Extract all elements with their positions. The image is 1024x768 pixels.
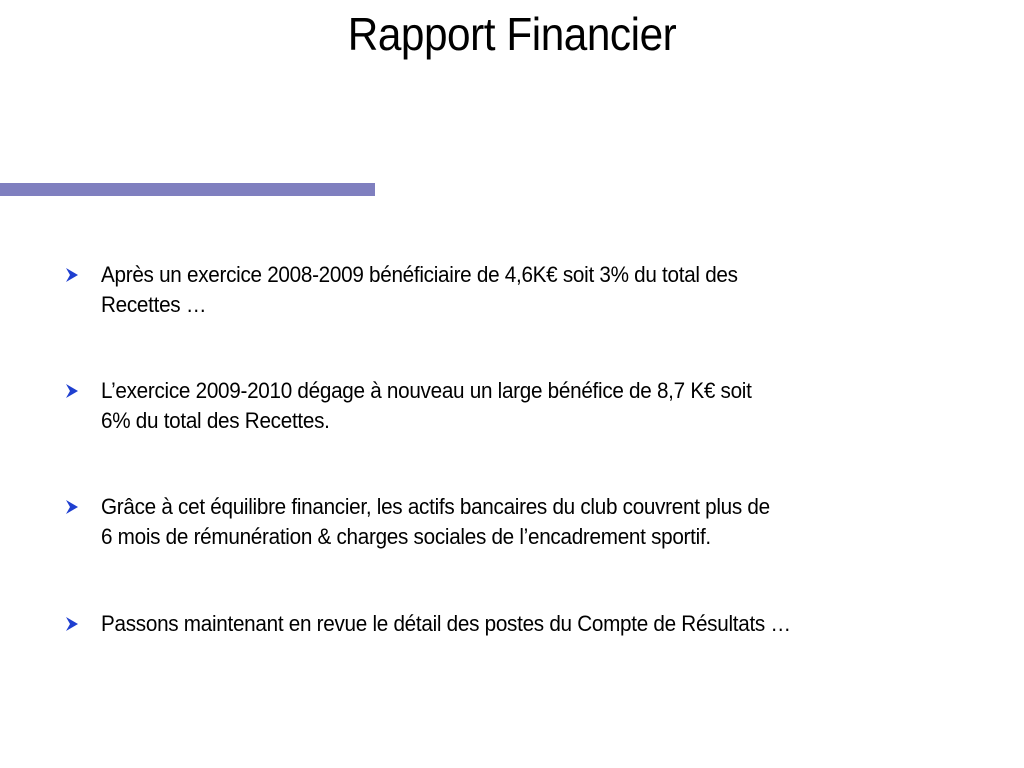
slide-title: Rapport Financier	[347, 8, 677, 60]
arrow-bullet-icon	[64, 616, 80, 632]
bullet-item	[64, 260, 984, 320]
bullet-text-line: 6% du total des Recettes.	[101, 408, 330, 433]
bullet-item	[64, 609, 984, 639]
arrow-bullet-icon	[64, 499, 80, 515]
bullet-text-line: Passons maintenant en revue le détail des postes du Compte de Résultats …	[101, 611, 791, 636]
bullet-text-line: Grâce à cet équilibre financier, les actifs bancaires du club couvrent plus de	[101, 494, 770, 519]
bullet-text-line: L’exercice 2009-2010 dégage à nouveau un large bénéfice de 8,7 K€ soit	[101, 378, 752, 403]
bullet-item	[64, 376, 984, 436]
bullet-text-line: Après un exercice 2008-2009 bénéficiaire de 4,6K€ soit 3% du total des	[101, 262, 738, 287]
bullet-text-line: Recettes …	[101, 292, 207, 317]
bullet-text	[101, 376, 975, 436]
bullet-item	[64, 492, 984, 552]
arrow-bullet-icon	[64, 383, 80, 399]
bullet-text	[101, 609, 975, 639]
arrow-bullet-icon	[64, 267, 80, 283]
bullet-text	[101, 492, 975, 552]
bullet-text-line: 6 mois de rémunération & charges sociales de l’encadrement sportif.	[101, 524, 711, 549]
bullet-text	[101, 260, 975, 320]
title-underline-bar	[0, 183, 375, 196]
